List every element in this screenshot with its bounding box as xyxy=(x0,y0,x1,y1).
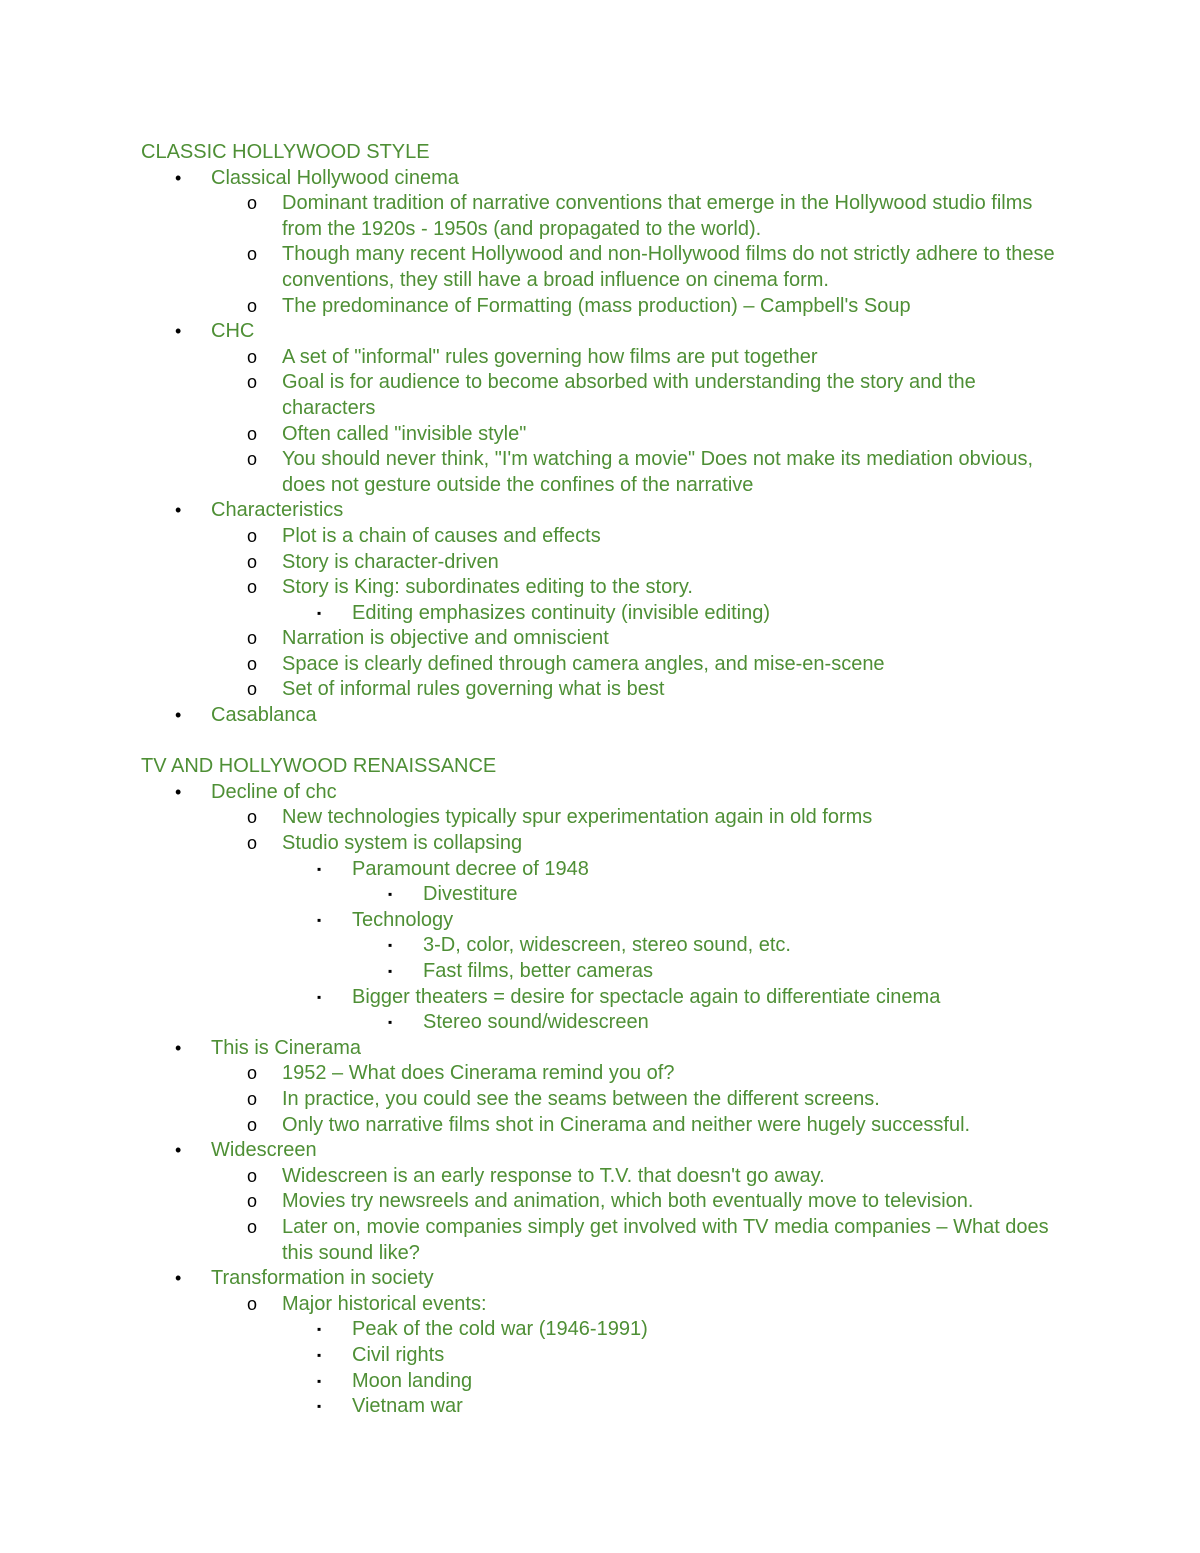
bullet-square-icon: ▪ xyxy=(317,1347,322,1362)
list-item-text: Widescreen xyxy=(211,1139,317,1162)
list-item-text: Space is clearly defined through camera angles, and mise-en-scene xyxy=(282,652,885,675)
list-item-text: Story is character-driven xyxy=(282,550,499,573)
bullet-circle-icon: o xyxy=(247,628,258,649)
list-item-level-1 xyxy=(0,780,1200,806)
list-item-text: 1952 – What does Cinerama remind you of? xyxy=(282,1062,675,1085)
bullet-circle-icon: o xyxy=(247,1216,258,1237)
list-item-text: Technology xyxy=(352,908,454,931)
list-item-text: Casablanca xyxy=(211,704,317,727)
bullet-circle-icon: o xyxy=(247,653,258,674)
bullet-square-icon: ▪ xyxy=(317,861,322,876)
list-item-level-2 xyxy=(0,1215,1200,1266)
list-item-text: Dominant tradition of narrative conventions that emerge in the Hollywood studio films from the 1920s - 1950s (and propagated to the world). xyxy=(282,192,1033,240)
list-item-level-2 xyxy=(0,677,1200,703)
bullet-square-icon: ▪ xyxy=(317,1322,322,1337)
list-item-level-3 xyxy=(0,908,1200,934)
bullet-circle-icon: o xyxy=(247,551,258,572)
bullet-circle-icon: o xyxy=(247,449,258,470)
list-item-level-1 xyxy=(0,1138,1200,1164)
list-item-text: Story is King: subordinates editing to the story. xyxy=(282,576,693,599)
list-item-level-3 xyxy=(0,601,1200,627)
list-item-text: A set of "informal" rules governing how films are put together xyxy=(282,345,818,368)
section-heading: TV AND HOLLYWOOD RENAISSANCE xyxy=(141,755,497,778)
list-item-text: In practice, you could see the seams between the different screens. xyxy=(282,1087,880,1110)
list-item-text: Civil rights xyxy=(352,1343,445,1366)
list-item-level-2 xyxy=(0,524,1200,550)
bullet-square-icon: ▪ xyxy=(317,912,322,927)
bullet-circle-icon: o xyxy=(247,423,258,444)
list-item-text: Narration is objective and omniscient xyxy=(282,627,609,650)
list-item-text: Later on, movie companies simply get involved with TV media companies – What does this sound like? xyxy=(282,1215,1049,1264)
list-item-level-3 xyxy=(0,985,1200,1011)
section-spacer xyxy=(0,729,1200,755)
list-item-level-1 xyxy=(0,166,1200,192)
bullet-disc-icon: • xyxy=(175,500,182,521)
bullet-square-icon: ▪ xyxy=(388,938,393,953)
list-item-text: Goal is for audience to become absorbed with understanding the story and the characters xyxy=(282,371,976,419)
section-heading: CLASSIC HOLLYWOOD STYLE xyxy=(141,141,430,163)
list-item-level-1 xyxy=(0,498,1200,524)
list-item-text: Peak of the cold war (1946-1991) xyxy=(352,1318,648,1341)
bullet-circle-icon: o xyxy=(247,1114,258,1135)
bullet-disc-icon: • xyxy=(175,167,182,188)
list-item-level-2 xyxy=(0,345,1200,371)
list-item-text: Moon landing xyxy=(352,1369,473,1392)
list-item-text: Paramount decree of 1948 xyxy=(352,857,589,880)
list-item-text: Set of informal rules governing what is best xyxy=(282,678,665,701)
bullet-disc-icon: • xyxy=(175,781,182,802)
bullet-disc-icon: • xyxy=(175,321,182,342)
list-item-text: Bigger theaters = desire for spectacle again to differentiate cinema xyxy=(352,985,941,1008)
bullet-square-icon: ▪ xyxy=(388,1015,393,1030)
list-item-level-2 xyxy=(0,575,1200,601)
bullet-square-icon: ▪ xyxy=(317,605,322,620)
bullet-disc-icon: • xyxy=(175,1140,182,1161)
list-item-level-1 xyxy=(0,1036,1200,1062)
list-item-level-3 xyxy=(0,857,1200,883)
list-item-level-4 xyxy=(0,1010,1200,1036)
list-item-text: Though many recent Hollywood and non-Hollywood films do not strictly adhere to these conventions, they still have a broad influence on cinema form. xyxy=(282,243,1055,291)
list-item-level-2 xyxy=(0,1061,1200,1087)
bullet-square-icon: ▪ xyxy=(317,1373,322,1388)
list-item-text: Divestiture xyxy=(423,883,518,906)
bullet-circle-icon: o xyxy=(247,193,258,214)
list-item-text: Major historical events: xyxy=(282,1292,487,1315)
list-item-text: This is Cinerama xyxy=(211,1036,362,1059)
list-item-text: Editing emphasizes continuity (invisible editing) xyxy=(352,601,770,624)
bullet-square-icon: ▪ xyxy=(317,989,322,1004)
list-item-text: Stereo sound/widescreen xyxy=(423,1011,649,1034)
list-item-level-4 xyxy=(0,959,1200,985)
list-item-level-2 xyxy=(0,1087,1200,1113)
bullet-circle-icon: o xyxy=(247,833,258,854)
list-item-level-4 xyxy=(0,933,1200,959)
list-item-level-2 xyxy=(0,831,1200,857)
bullet-square-icon: ▪ xyxy=(317,1399,322,1414)
list-item-level-3 xyxy=(0,1369,1200,1395)
list-item-level-2 xyxy=(0,1113,1200,1139)
list-item-level-2 xyxy=(0,550,1200,576)
list-item-text: New technologies typically spur experimentation again in old forms xyxy=(282,806,873,829)
list-item-level-2 xyxy=(0,1292,1200,1318)
list-item-text: Decline of chc xyxy=(211,780,337,803)
list-item-text: Transformation in society xyxy=(211,1267,434,1290)
bullet-disc-icon: • xyxy=(175,1037,182,1058)
list-item-level-2 xyxy=(0,370,1200,421)
bullet-disc-icon: • xyxy=(175,1268,182,1289)
bullet-circle-icon: o xyxy=(247,372,258,393)
list-item-text: Studio system is collapsing xyxy=(282,832,523,855)
bullet-square-icon: ▪ xyxy=(388,887,393,902)
bullet-circle-icon: o xyxy=(247,1063,258,1084)
list-item-level-2 xyxy=(0,1164,1200,1190)
list-item-text: Movies try newsreels and animation, which both eventually move to television. xyxy=(282,1190,974,1213)
list-item-level-1 xyxy=(0,1266,1200,1292)
list-item-level-2 xyxy=(0,626,1200,652)
bullet-circle-icon: o xyxy=(247,1293,258,1314)
list-item-level-2 xyxy=(0,447,1200,498)
list-item-level-3 xyxy=(0,1394,1200,1420)
list-item-level-2 xyxy=(0,805,1200,831)
bullet-circle-icon: o xyxy=(247,577,258,598)
bullet-circle-icon: o xyxy=(247,807,258,828)
list-item-text: Widescreen is an early response to T.V. that doesn't go away. xyxy=(282,1164,825,1187)
bullet-circle-icon: o xyxy=(247,1088,258,1109)
list-item-level-2 xyxy=(0,191,1200,242)
list-item-text: 3-D, color, widescreen, stereo sound, etc. xyxy=(423,934,791,957)
list-item-level-2 xyxy=(0,1189,1200,1215)
list-item-text: You should never think, "I'm watching a movie" Does not make its mediation obvious, does not gesture outside the confines of the narrative xyxy=(282,448,1034,496)
list-item-text: The predominance of Formatting (mass production) – Campbell's Soup xyxy=(282,294,911,317)
bullet-circle-icon: o xyxy=(247,295,258,316)
list-item-level-1 xyxy=(0,703,1200,729)
list-item-text: Characteristics xyxy=(211,499,344,522)
list-item-level-4 xyxy=(0,882,1200,908)
bullet-disc-icon: • xyxy=(175,705,182,726)
bullet-circle-icon: o xyxy=(247,346,258,367)
list-item-level-2 xyxy=(0,242,1200,293)
list-item-text: CHC xyxy=(211,320,255,343)
list-item-level-3 xyxy=(0,1343,1200,1369)
bullet-circle-icon: o xyxy=(247,525,258,546)
list-item-level-2 xyxy=(0,294,1200,320)
bullet-circle-icon: o xyxy=(247,679,258,700)
bullet-circle-icon: o xyxy=(247,1191,258,1212)
list-item-text: Fast films, better cameras xyxy=(423,960,654,982)
list-item-level-2 xyxy=(0,422,1200,448)
document-page xyxy=(0,140,1200,1420)
bullet-square-icon: ▪ xyxy=(388,964,393,978)
list-item-level-2 xyxy=(0,652,1200,678)
list-item-text: Vietnam war xyxy=(352,1395,463,1418)
list-item-text: Only two narrative films shot in Cinerama and neither were hugely successful. xyxy=(282,1113,971,1136)
list-item-level-3 xyxy=(0,1317,1200,1343)
list-item-text: Plot is a chain of causes and effects xyxy=(282,524,601,547)
list-item-text: Classical Hollywood cinema xyxy=(211,166,459,189)
list-item-level-1 xyxy=(0,319,1200,345)
bullet-circle-icon: o xyxy=(247,244,258,265)
list-item-text: Often called "invisible style" xyxy=(282,422,527,445)
bullet-circle-icon: o xyxy=(247,1165,258,1186)
